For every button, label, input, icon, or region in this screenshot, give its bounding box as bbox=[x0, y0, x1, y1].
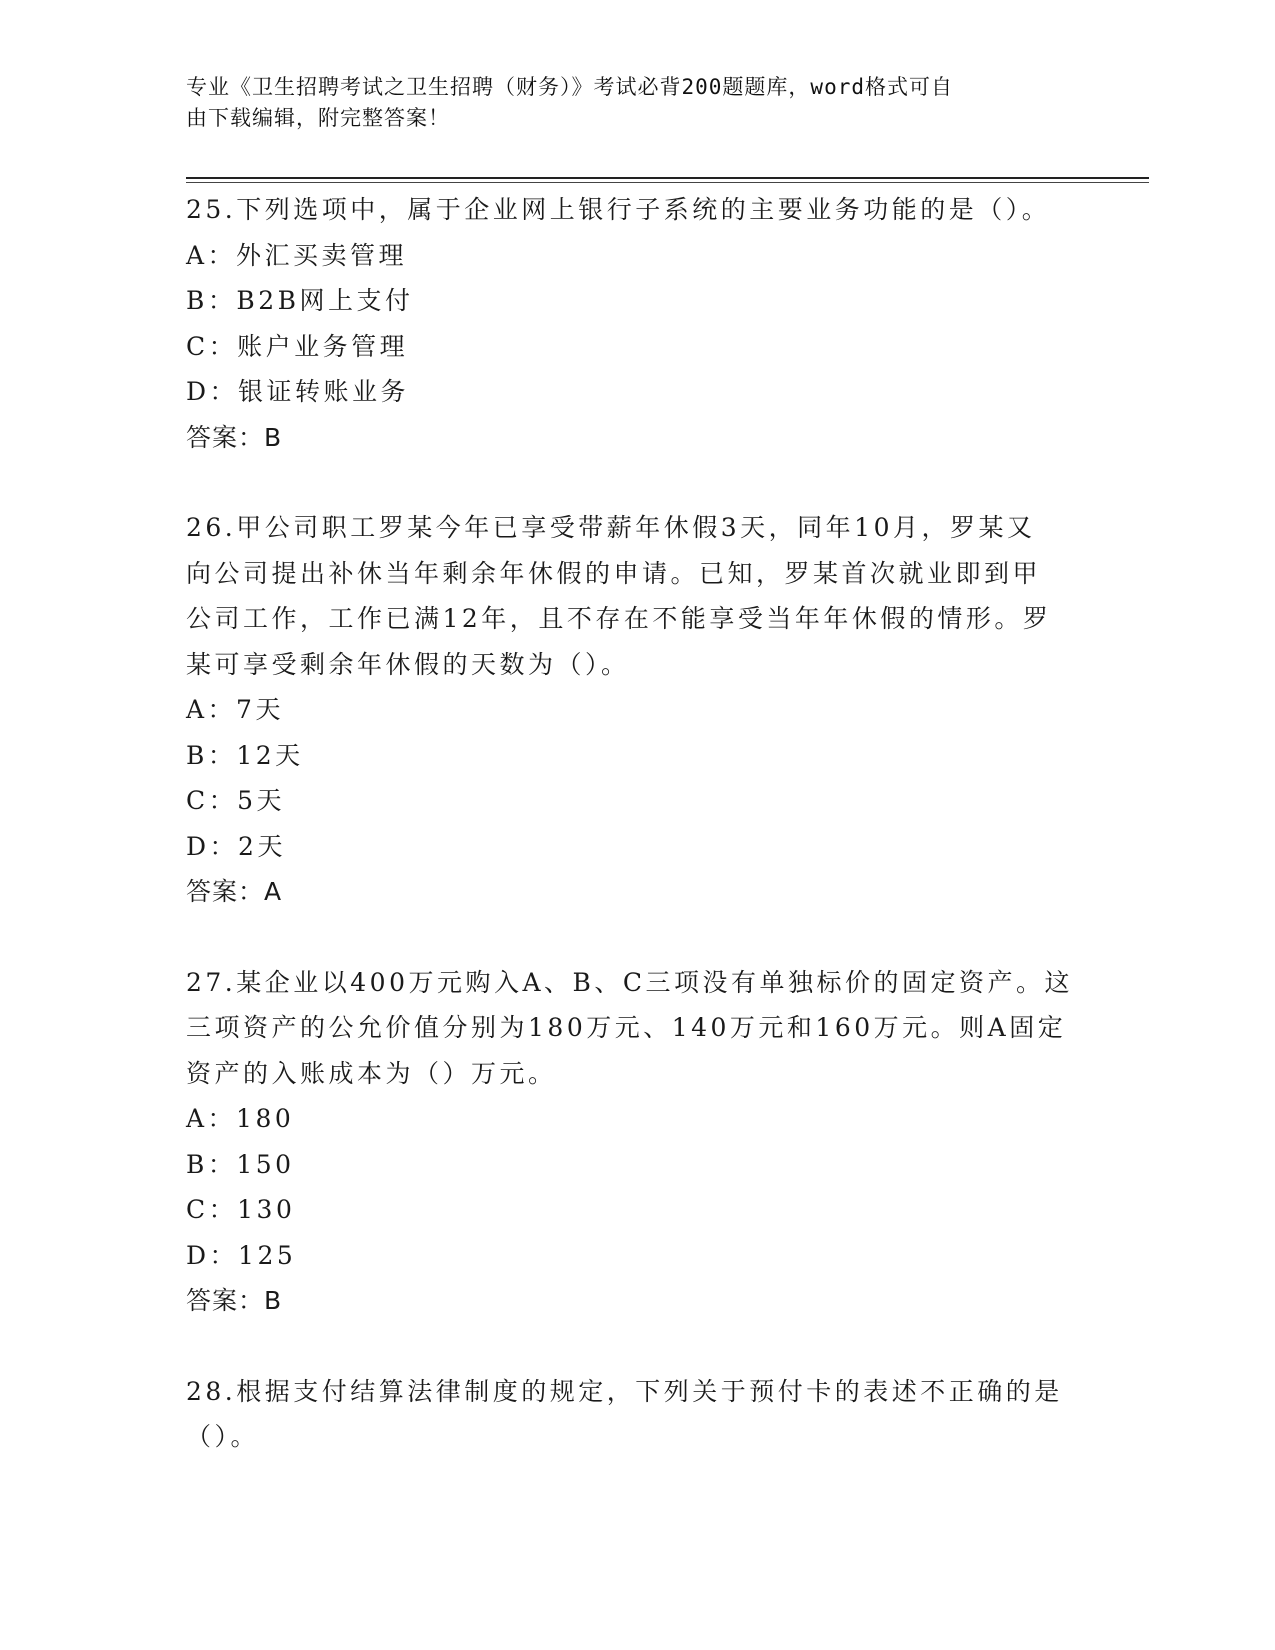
option-c: C：账户业务管理 bbox=[186, 331, 409, 361]
option-d: D：银证转账业务 bbox=[186, 377, 410, 406]
option-d: D：2天 bbox=[186, 831, 286, 861]
option-b: B：150 bbox=[186, 1149, 295, 1179]
answer: 答案：A bbox=[186, 877, 283, 906]
question-text-line: 向公司提出补休当年剩余年休假的申请。已知，罗某首次就业即到甲 bbox=[186, 558, 1042, 588]
question-26 bbox=[186, 505, 1086, 915]
question-text-line: 公司工作，工作已满12年，且不存在不能享受当年年休假的情形。罗 bbox=[186, 604, 1052, 633]
question-text: 25.下列选项中，属于企业网上银行子系统的主要业务功能的是（）。 bbox=[186, 195, 1051, 224]
header-line-1: 专业《卫生招聘考试之卫生招聘（财务）》考试必背200题题库，word格式可自 bbox=[186, 75, 953, 99]
question-text-line: （）。 bbox=[186, 1422, 260, 1451]
question-25 bbox=[186, 187, 1086, 460]
header-line-2: 由下载编辑，附完整答案！ bbox=[186, 106, 450, 130]
question-28 bbox=[186, 1369, 1086, 1460]
question-text-line: 资产的入账成本为（）万元。 bbox=[186, 1058, 557, 1088]
question-list bbox=[186, 187, 1086, 1505]
question-text-line: 27.某企业以400万元购入A、B、C三项没有单独标价的固定资产。这 bbox=[186, 967, 1074, 997]
answer: 答案：B bbox=[186, 422, 283, 452]
header-divider-thick bbox=[186, 177, 1149, 179]
option-d: D：125 bbox=[186, 1240, 297, 1270]
option-c: C：130 bbox=[186, 1195, 296, 1224]
header-divider-thin bbox=[186, 182, 1149, 183]
option-a: A：180 bbox=[186, 1104, 295, 1133]
option-b: B：B2B网上支付 bbox=[186, 286, 414, 315]
option-a: A：7天 bbox=[186, 695, 284, 724]
question-text-line: 28.根据支付结算法律制度的规定，下列关于预付卡的表述不正确的是 bbox=[186, 1376, 1063, 1406]
answer: 答案：B bbox=[186, 1286, 283, 1315]
question-27 bbox=[186, 960, 1086, 1324]
document-header bbox=[186, 72, 1066, 134]
question-text-line: 三项资产的公允价值分别为180万元、140万元和160万元。则A固定 bbox=[186, 1013, 1067, 1042]
question-text-line: 某可享受剩余年休假的天数为（）。 bbox=[186, 649, 630, 679]
option-b: B：12天 bbox=[186, 740, 304, 770]
option-c: C：5天 bbox=[186, 786, 286, 815]
question-text-line: 26.甲公司职工罗某今年已享受带薪年休假3天，同年10月，罗某又 bbox=[186, 513, 1036, 542]
option-a: A：外汇买卖管理 bbox=[186, 240, 408, 270]
